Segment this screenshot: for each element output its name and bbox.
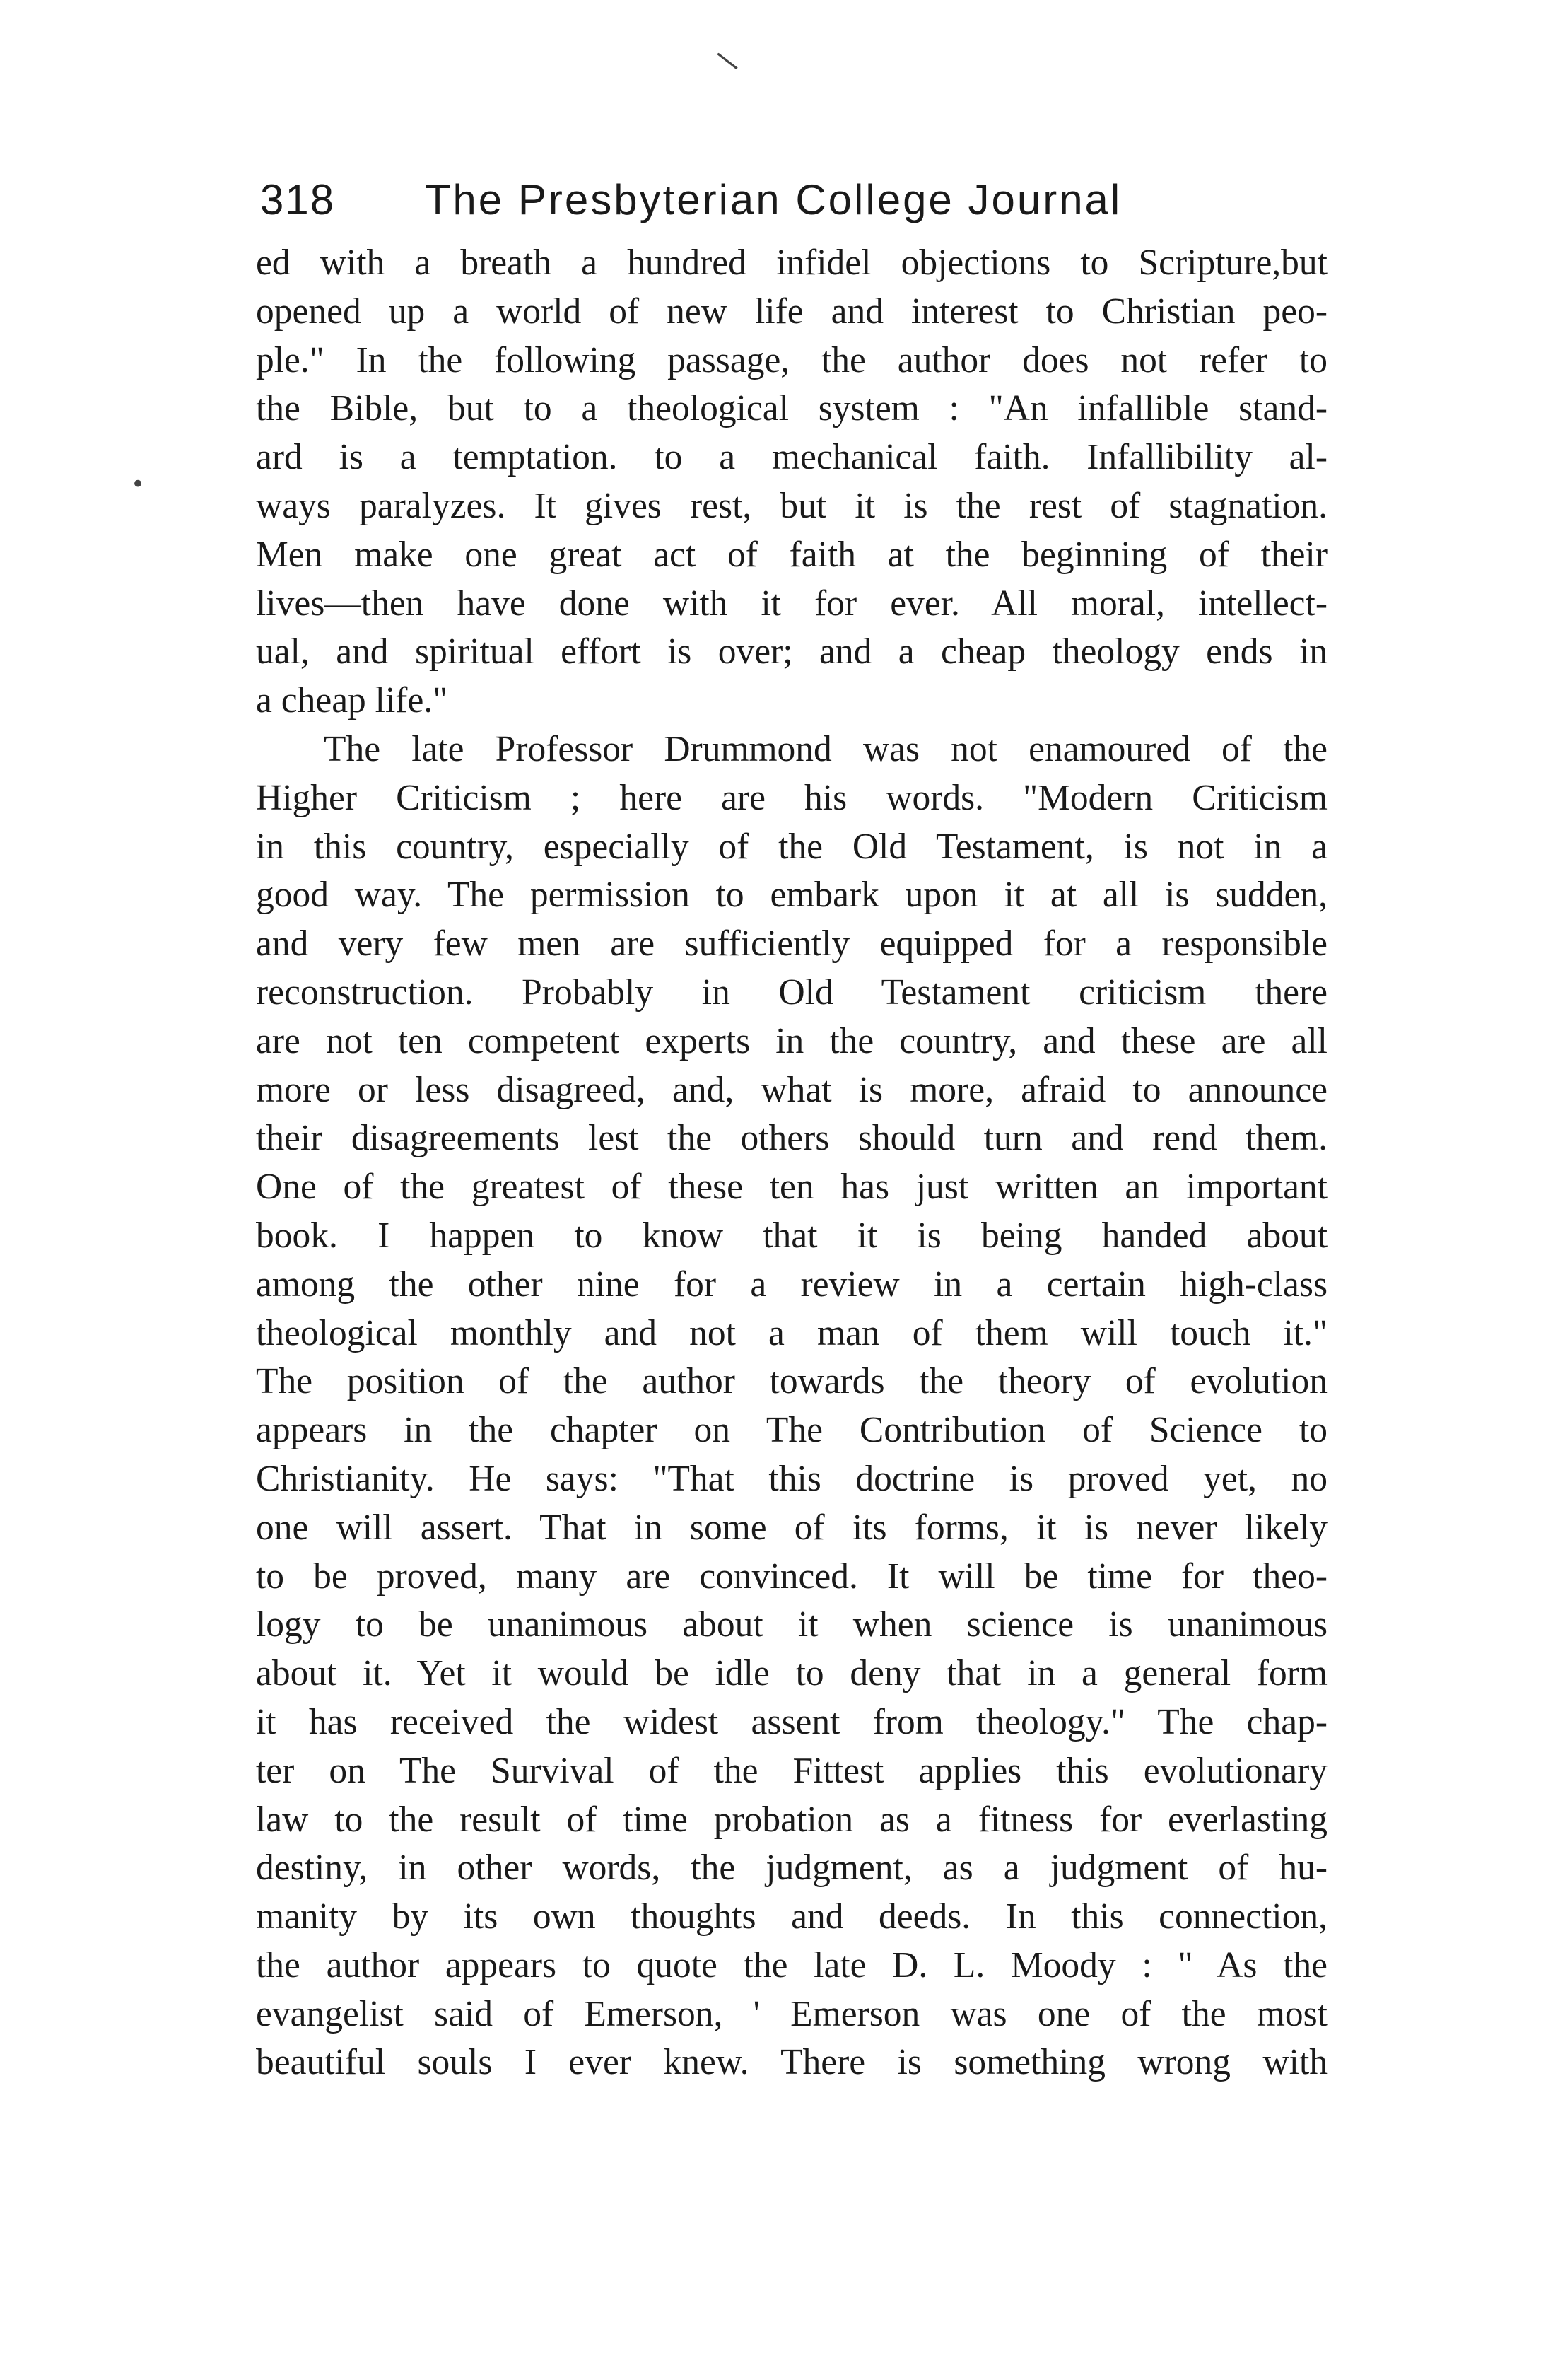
- text-line: law to the result of time probation as a fitness for everlasting: [256, 1799, 1328, 1840]
- text-line: more or less disagreed, and, what is more, afraid to announce: [256, 1069, 1328, 1110]
- text-line: The late Professor Drummond was not enamoured of the: [324, 728, 1328, 769]
- text-line: destiny, in other words, the judgment, as a judgment of hu-: [256, 1848, 1328, 1889]
- text-line: The position of the author towards the theory of evolution: [256, 1361, 1328, 1402]
- text-line: about it. Yet it would be idle to deny that in a general form: [256, 1653, 1328, 1694]
- margin-mark: •: [131, 470, 146, 498]
- text-line: in this country, especially of the Old Testament, is not in a: [256, 826, 1328, 867]
- text-line: opened up a world of new life and interest to Christian peo-: [256, 291, 1328, 332]
- text-line: among the other nine for a review in a certain high-class: [256, 1264, 1328, 1305]
- text-line: the author appears to quote the late D. L. Moody : " As the: [256, 1944, 1328, 1985]
- text-line: lives—then have done with it for ever. All moral, intellect-: [256, 583, 1328, 624]
- text-line: ways paralyzes. It gives rest, but it is the rest of stagnation.: [256, 485, 1328, 526]
- running-header: [260, 168, 1335, 232]
- text-line: Men make one great act of faith at the beginning of their: [256, 534, 1328, 575]
- text-line: appears in the chapter on The Contribution of Science to: [256, 1410, 1328, 1451]
- text-line: One of the greatest of these ten has just written an important: [256, 1167, 1328, 1208]
- text-line: logy to be unanimous about it when science is unanimous: [256, 1604, 1328, 1645]
- text-line: ual, and spiritual effort is over; and a cheap theology ends in: [256, 631, 1328, 672]
- text-line: evangelist said of Emerson, ' Emerson was one of the most: [256, 1993, 1328, 2034]
- body-text: [256, 239, 1328, 2087]
- text-line: a cheap life.": [256, 680, 448, 721]
- text-line: one will assert. That in some of its forms, it is never likely: [256, 1507, 1328, 1548]
- text-line: are not ten competent experts in the country, and these are all: [256, 1020, 1328, 1061]
- text-line: theological monthly and not a man of them will touch it.": [256, 1312, 1328, 1353]
- text-line: to be proved, many are convinced. It will be time for theo-: [256, 1556, 1328, 1597]
- top-mark: \: [714, 45, 741, 77]
- journal-title: The Presbyterian College Journal: [424, 176, 1123, 223]
- text-line: and very few men are sufficiently equipped for a responsible: [256, 923, 1328, 964]
- text-line: ed with a breath a hundred infidel objections to Scripture,but: [256, 243, 1328, 283]
- text-line: manity by its own thoughts and deeds. In this connection,: [256, 1896, 1328, 1937]
- text-line: book. I happen to know that it is being handed about: [256, 1215, 1328, 1256]
- text-line: it has received the widest assent from theology." The chap-: [256, 1701, 1328, 1742]
- text-line: ter on The Survival of the Fittest applies this evolutionary: [256, 1750, 1328, 1791]
- text-line: ple." In the following passage, the author does not refer to: [256, 339, 1328, 380]
- text-line: ard is a temptation. to a mechanical faith. Infallibility al-: [256, 437, 1328, 478]
- text-line: Christianity. He says: "That this doctrine is proved yet, no: [256, 1458, 1328, 1499]
- text-line: Higher Criticism ; here are his words. "Modern Criticism: [256, 777, 1328, 818]
- text-line: good way. The permission to embark upon it at all is sudden,: [256, 875, 1328, 916]
- text-line: their disagreements lest the others should turn and rend them.: [256, 1118, 1328, 1159]
- text-line: the Bible, but to a theological system : "An infallible stand-: [256, 388, 1328, 429]
- text-line: reconstruction. Probably in Old Testament criticism there: [256, 972, 1328, 1013]
- text-line: beautiful souls I ever knew. There is something wrong with: [256, 2042, 1328, 2083]
- page-number: 318: [260, 176, 336, 223]
